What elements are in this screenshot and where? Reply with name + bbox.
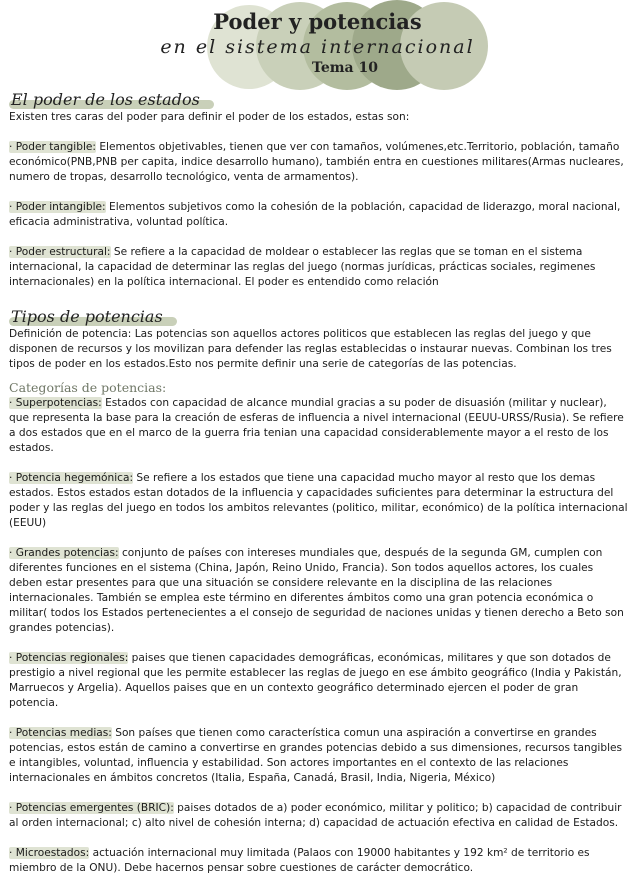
section-intro: Existen tres caras del poder para definir el poder de los estados, estas son: [9, 111, 410, 123]
list-item [9, 200, 629, 230]
list-item [9, 140, 629, 185]
list-item [9, 651, 629, 711]
list-item [9, 471, 629, 531]
definition: Definición de potencia: Las potencias son aquellos actores politicos que establecen las reglas del juego y que disponen de recursos y los movilizan para defender las reglas establecidas o instaurar nuevas. Combinan los tres tipos de poder en los estados.Esto nos permite definir una serie de categorías de las potencias. [9, 328, 612, 370]
item-text: paises que tienen capacidades demográficas, económicas, militares y que son dotados de prestigio a nivel regional que les permite establecer las reglas de juego en ese ámbito geográfico (India y Pakistán, Marruecos y Argelia). Aquellos paises que en un contexto geográfico determinado ejercen el poder de gran potencia. [9, 652, 622, 709]
item-label: · Poder intangible: [9, 201, 106, 213]
item-text: Se refiere a la capacidad de moldear o establecer las reglas que se toman en el sistema internacional, la capacidad de determinar las reglas del juego (normas jurídicas, prácticas sociales, regimenes internacionales) en la política internacional. El poder es entendido como relación [9, 246, 596, 288]
item-text: actuación internacional muy limitada (Palaos con 19000 habitantes y 192 km² de territorio es miembro de la ONU). Debe hacernos pensar sobre cuestiones de carácter democrático. [9, 847, 590, 874]
page-header [0, 0, 635, 90]
item-text: Son países que tienen como característica comun una aspiración a convertirse en grandes potencias, estos están de camino a convertirse en grandes potencias debido a sus dimensiones, recursos tangibles e intangibles, voluntad, influencia y estabilidad. Son actores importantes en el contexto de las relaciones internacionales en ámbitos concretos (Italia, España, Canadá, Brasil, India, Nigeria, México) [9, 727, 623, 784]
item-text: Elementos subjetivos como la cohesión de la población, capacidad de liderazgo, moral nacional, eficacia administrativa, voluntad política. [9, 201, 621, 228]
item-label: · Microestados: [9, 847, 90, 859]
document-body [9, 88, 629, 891]
tema-label: Tema 10 [312, 60, 378, 76]
list-item [9, 801, 629, 831]
page-subtitle: en el sistema internacional [160, 36, 475, 58]
list-item [9, 846, 629, 876]
item-label: · Potencia hegemónica: [9, 472, 134, 484]
item-text: Se refiere a los estados que tiene una capacidad mucho mayor al resto que los demas estados. Estos estados estan dotados de la influencia y capacidades suficientes para determinar la estructura del poder y las reglas del juego en todos los ambitos relevantes (politico, militar, económico) de la política internacional (EEUU) [9, 472, 628, 529]
item-text: paises dotados de a) poder económico, militar y politico; b) capacidad de contribuir al orden internacional; c) alto nivel de cohesión interna; d) capacidad de actuación efectiva en calidad de Estados. [9, 802, 622, 829]
item-text: Estados con capacidad de alcance mundial gracias a su poder de disuasión (militar y nuclear), que representa la base para la creación de esferas de influencia a nivel internacional (EEUU-URSS/Rusia). Se refiere a dos estados que en el marco de la guerra fria tenian una capacidad considerablemente mayor a el resto de los estados. [9, 397, 624, 454]
categories-title: Categorías de potencias: [9, 380, 167, 395]
item-label: · Poder tangible: [9, 141, 96, 153]
list-item [9, 726, 629, 786]
item-label: · Superpotencias: [9, 397, 102, 409]
item-label: · Poder estructural: [9, 246, 111, 258]
list-item [9, 245, 629, 290]
section-title-poder: El poder de los estados [9, 90, 214, 110]
item-label: · Potencias emergentes (BRIC): [9, 802, 174, 814]
item-label: · Grandes potencias: [9, 547, 119, 559]
item-text: Elementos objetivables, tienen que ver con tamaños, volúmenes,etc.Territorio, población, tamaño económico(PNB,PNB per capita, indice desarrollo humano), también entra en cuestiones militares(Armas nucleares, numero de tropas, desarrollo tecnológico, venta de armamentos). [9, 141, 624, 183]
list-item [9, 546, 629, 636]
item-label: · Potencias medias: [9, 727, 112, 739]
page-title: Poder y potencias [213, 9, 422, 34]
item-label: · Potencias regionales: [9, 652, 129, 664]
item-text: conjunto de países con intereses mundiales que, después de la segunda GM, cumplen con diferentes funciones en el sistema (China, Japón, Reino Unido, Francia). Son todos aquellos actores, los cuales deben estar presentes para que una situación se considere relevante en la disciplina de las relaciones internacionales. También se emplea este término en diferentes ámbitos como una gran potencia económica o militar( todos los Estados pertenecientes a el consejo de seguridad de naciones unidas y tienen derecho a Beto son grandes potencias). [9, 547, 624, 634]
list-item [9, 396, 629, 456]
section-title-tipos: Tipos de potencias [9, 307, 177, 327]
